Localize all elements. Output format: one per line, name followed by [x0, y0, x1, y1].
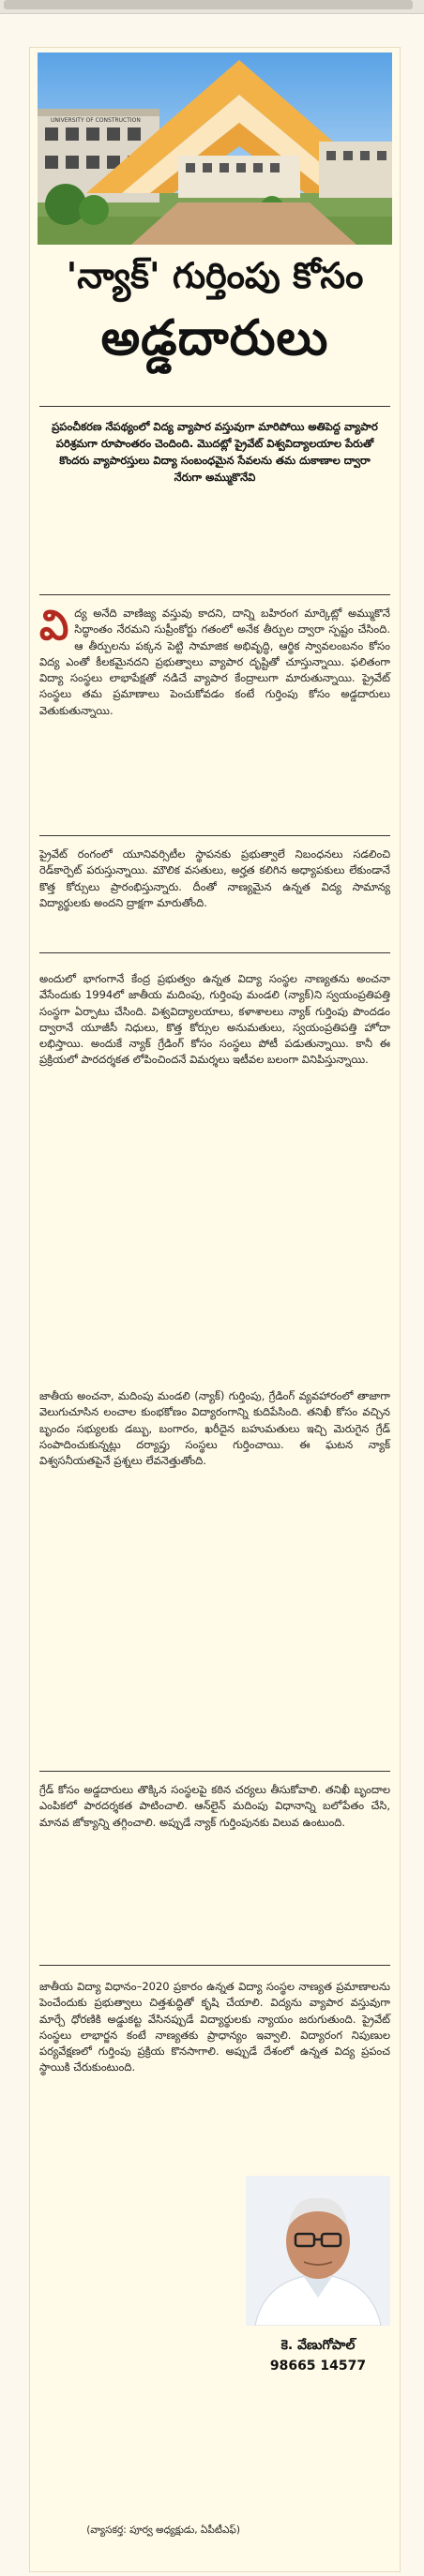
- divider: [39, 594, 390, 595]
- newspaper-clipping: [29, 47, 401, 2572]
- lead-paragraph: ప్రపంచీకరణ నేపథ్యంలో విద్య వ్యాపార వస్తువుగా మారిపోయి అతిపెద్ద వ్యాపార పరిశ్రమగా రూపాంతరం చెందింది. మొదట్లో ప్రైవేట్ విశ్వవిద్యాలయాల పేరుతో కొందరు వ్యాపారస్తులు విద్యా సంబంధమైన సేవలను తమ దుకాణాల ద్వారా నేరుగా అమ్ముకొనేవి: [52, 420, 378, 484]
- author-name: కె. వేణుగోపాల్: [280, 2338, 356, 2353]
- author-phone: 98665 14577: [269, 2359, 367, 2374]
- headline-main: అడ్డదారులు: [100, 310, 329, 367]
- author-credit: (వ్యాసకర్త: పూర్వ అధ్యక్షుడు, ఏపీటీఎఫ్): [86, 2524, 240, 2536]
- divider: [39, 1771, 390, 1772]
- horizontal-scrollbar[interactable]: [4, 0, 413, 9]
- divider: [39, 1965, 390, 1966]
- author-photo: [246, 2176, 390, 2326]
- university-building-photo: [38, 52, 392, 245]
- divider: [39, 406, 390, 407]
- body-paragraph: ప్రైవేట్ రంగంలో యూనివర్సిటీల స్థాపనకు ప్రభుత్వాలే నిబంధనలు సడలించి రెడ్‌కార్పెట్ పరుస్తున్నాయి. మౌలిక వసతులు, అర్హత కలిగిన అధ్యాపకులు లేకుండానే కొత్త కోర్సులు ప్రారంభిస్తున్నారు. దీంతో నాణ్యమైన ఉన్నత విద్య సామాన్య విద్యార్థులకు అందని ద్రాక్షగా మారుతోంది.: [39, 847, 390, 909]
- photo-building-sign: UNIVERSITY OF CONSTRUCTION: [51, 117, 141, 124]
- body-paragraph: గ్రేడ్ కోసం అడ్డదారులు తొక్కిన సంస్థలపై కఠిన చర్యలు తీసుకోవాలి. తనిఖీ బృందాల ఎంపికలో పారదర్శకత పాటించాలి. ఆన్‌లైన్ మదింపు విధానాన్ని బలోపేతం చేసి, మానవ జోక్యాన్ని తగ్గించాలి. అప్పుడే న్యాక్ గుర్తింపునకు విలువ ఉంటుంది.: [39, 1783, 390, 1829]
- body-paragraph: జాతీయ అంచనా, మదింపు మండలి (న్యాక్) గుర్తింపు, గ్రేడింగ్ వ్యవహారంలో తాజాగా వెలుగుచూసిన లంచాల కుంభకోణం విద్యారంగాన్ని కుదిపేసింది. తనిఖీ కోసం వచ్చిన బృందం సభ్యులకు డబ్బు, బంగారం, ఖరీదైన బహుమతులు ఇచ్చి మెరుగైన గ్రేడ్ సంపాదించుకున్నట్లు దర్యాప్తు సంస్థలు గుర్తించాయి. ఈ ఘటన న్యాక్ విశ్వసనీయతపైనే ప్రశ్నలు లేవనెత్తుతోంది.: [39, 1389, 390, 1468]
- drop-cap: వి: [39, 602, 69, 650]
- divider: [39, 835, 390, 836]
- window-top-strip: [0, 0, 424, 14]
- body-paragraph: విద్య అనేది వాణిజ్య వస్తువు కాదని, దాన్ని బహిరంగ మార్కెట్లో అమ్ముకొనే సిద్ధాంతం నేరమని సుప్రీంకోర్టు గతంలో అనేక తీర్పుల ద్వారా స్పష్టం చేసింది. ఆ తీర్పులను పక్కన పెట్టి సామాజిక అభివృద్ధి, ఆర్థిక స్వావలంబనం కోసం విద్య ఎంతో కీలకమైనదని ప్రభుత్వాలు వ్యాపార దృష్టితో చూస్తున్నాయి. ఫలితంగా విద్యా సంస్థలు లాభాపేక్షతో నడిచే వ్యాపార కేంద్రాలుగా మారుతున్నాయి. ప్రైవేట్ సంస్థలు తమ ప్రమాణాలు పెంచుకోవడం కంటే గుర్తింపు కోసం అడ్డదారులు వెతుకుతున్నాయి.: [39, 602, 390, 717]
- author-byline: [246, 2335, 390, 2376]
- divider: [39, 952, 390, 953]
- headline-kicker: 'న్యాక్' గుర్తింపు కోసం: [66, 255, 364, 296]
- body-paragraph: జాతీయ విద్యా విధానం–2020 ప్రకారం ఉన్నత విద్యా సంస్థల నాణ్యత ప్రమాణాలను పెంచేందుకు ప్రభుత్వాలు చిత్తశుద్ధితో కృషి చేయాలి. విద్యను వ్యాపార వస్తువుగా మార్చే ధోరణికి అడ్డుకట్ట వేసినప్పుడే విద్యార్థులకు న్యాయం జరుగుతుంది. ప్రైవేట్ సంస్థలు లాభార్జన కంటే నాణ్యతకు ప్రాధాన్యం ఇవ్వాలి. విద్యారంగ నిపుణుల పర్యవేక్షణలో గుర్తింపు ప్రక్రియ కొనసాగాలి. అప్పుడే దేశంలో ఉన్నత విద్య ప్రపంచ స్థాయికి చేరుకుంటుంది.: [39, 1980, 390, 2074]
- body-paragraph: అందులో భాగంగానే కేంద్ర ప్రభుత్వం ఉన్నత విద్యా సంస్థల నాణ్యతను అంచనా వేసేందుకు 1994లో జాతీయ మదింపు, గుర్తింపు మండలి (న్యాక్)ని స్వయంప్రతిపత్తి సంస్థగా ఏర్పాటు చేసింది. విశ్వవిద్యాలయాలు, కళాశాలలు న్యాక్ గుర్తింపు పొందడం ద్వారానే యూజీసీ నిధులు, కొత్త కోర్సుల అనుమతులు, స్వయంప్రతిపత్తి హోదా లభిస్తాయి. అందుకే న్యాక్ గ్రేడింగ్ కోసం సంస్థలు పోటీ పడుతున్నాయి. కానీ ఈ ప్రక్రియలో పారదర్శకత లోపించిందనే విమర్శలు ఇటీవల బలంగా వినిపిస్తున్నాయి.: [39, 972, 390, 1067]
